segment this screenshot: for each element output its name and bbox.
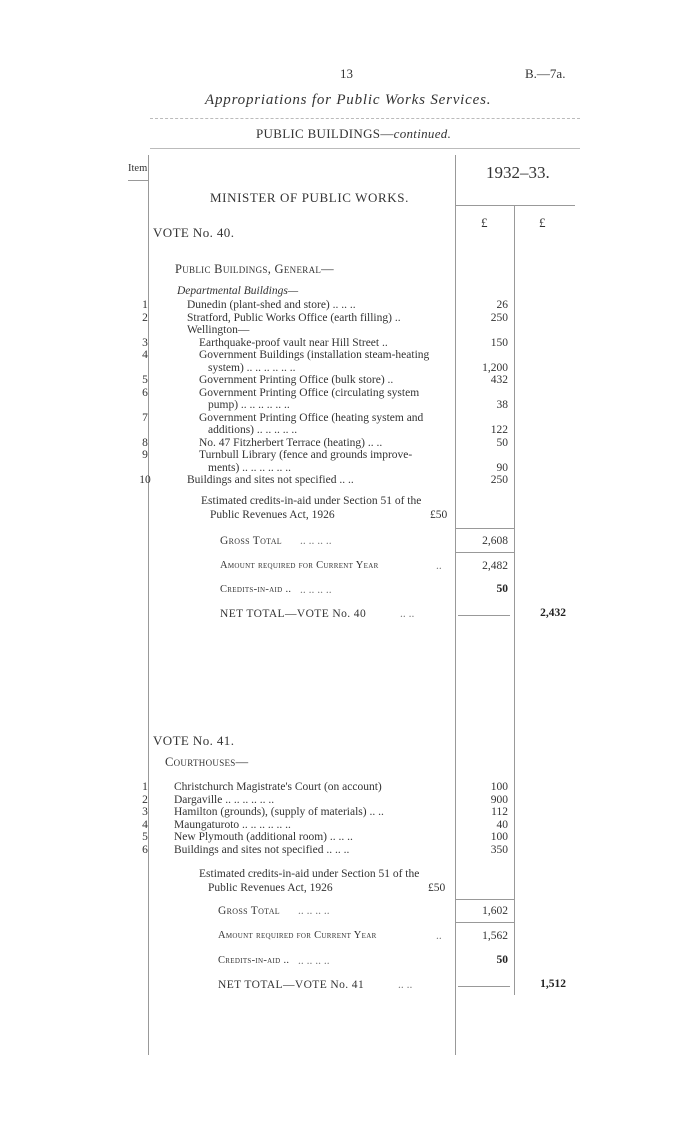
line-item-description: Hamilton (grounds), (supply of materials) .. .. (174, 806, 384, 818)
line-item-description: Government Buildings (installation steam-heating (199, 349, 430, 361)
line-item-number: 1 (142, 299, 148, 311)
vote-41-label: VOTE No. 41. (153, 733, 235, 748)
vote-40-gross-value: 2,608 (482, 535, 508, 547)
vote-41-amount-label: Amount required for Current Year (218, 930, 377, 941)
ministry-heading: MINISTER OF PUBLIC WORKS. (210, 190, 409, 205)
line-item-description: Buildings and sites not specified .. .. .. (174, 843, 350, 856)
vote-41-credits-label: Credits-in-aid .. (218, 955, 290, 966)
line-item-number: 5 (142, 831, 148, 843)
line-item-number: 9 (142, 449, 148, 461)
vote-41-gross-leader: .. .. .. .. (298, 905, 330, 917)
line-item-amount: 26 (496, 299, 508, 311)
line-item-description: system) .. .. .. .. .. .. (208, 361, 296, 374)
line-item-number: 8 (142, 436, 148, 449)
description-column-divider (455, 155, 456, 1055)
vote-41-credits-leader: .. .. .. .. (298, 955, 330, 967)
line-item-amount: 122 (490, 424, 508, 436)
vote-41-net-value: 1,512 (540, 978, 566, 990)
section-heading (256, 126, 451, 142)
amount-column-divider (514, 205, 515, 995)
line-item-amount: 250 (490, 474, 508, 486)
vote-40-credits-label: Credits-in-aid .. (220, 584, 292, 595)
vote-41-credits-value: 50 (496, 954, 508, 966)
vote-41-net-label: NET TOTAL—VOTE No. 41 (218, 979, 365, 991)
vote-41-net-leader: .. .. (398, 979, 413, 991)
pound-sign-column-1: £ (481, 215, 488, 230)
line-item-amount: 50 (496, 436, 508, 449)
line-item-description: Christchurch Magistrate's Court (on account) (174, 781, 382, 793)
vote-40-heading: Public Buildings, General— (175, 262, 334, 276)
line-item-description: New Plymouth (additional room) .. .. .. (174, 831, 353, 843)
vote-41-net-rule (458, 986, 510, 987)
line-item-number: 2 (142, 311, 148, 324)
year-underline (455, 205, 575, 206)
vote-41-amount-leader: .. (436, 930, 442, 942)
vote-40-gross-rule (455, 528, 514, 529)
line-item-description: Government Printing Office (bulk store) .. (199, 374, 394, 386)
line-item-number: 6 (142, 843, 148, 856)
line-item-number: 7 (142, 411, 148, 424)
line-item-amount: 900 (490, 793, 508, 806)
line-item-number: 3 (142, 806, 148, 818)
section-heading-suffix: continued. (393, 126, 452, 141)
line-item-amount: 40 (496, 818, 508, 831)
vote-40-net-value: 2,432 (540, 607, 566, 619)
line-item-number: 1 (142, 781, 148, 793)
line-item-description: Earthquake-proof vault near Hill Street .. (199, 336, 388, 349)
vote-40-subheading: Departmental Buildings— (177, 285, 299, 297)
vote-40-amount-leader: .. (436, 560, 442, 572)
line-item-number: 2 (142, 793, 148, 806)
line-item-description: Government Printing Office (heating system and (199, 411, 424, 424)
line-item-amount: 100 (490, 781, 508, 793)
item-column-divider (148, 155, 149, 1055)
vote-40-credits-leader: .. .. .. .. (300, 584, 332, 596)
document-reference: B.—7a. (525, 66, 566, 81)
vote-41-heading: Courthouses— (165, 755, 249, 769)
financial-year: 1932–33. (486, 163, 550, 182)
line-item-amount: 38 (496, 399, 508, 411)
vote-41-gross-rule (455, 899, 514, 900)
vote-40-credits-value: 50 (496, 583, 508, 595)
vote-40-gross-leader: .. .. .. .. (300, 535, 332, 547)
line-item-amount: 90 (496, 461, 508, 474)
line-item-description: Wellington— (187, 324, 250, 336)
line-item-amount: 250 (490, 311, 508, 324)
line-item-description: Government Printing Office (circulating system (199, 386, 420, 399)
line-item-description: ments) .. .. .. .. .. .. (208, 461, 292, 474)
vote-40-net-leader: .. .. (400, 608, 415, 620)
line-item-number: 6 (142, 386, 148, 399)
vote-40-amount-rule (455, 552, 514, 553)
line-item-number: 5 (142, 374, 148, 386)
vote-41-amount-value: 1,562 (482, 930, 508, 942)
line-item-amount: 432 (490, 374, 508, 386)
line-item-number: 3 (142, 336, 148, 349)
line-item-description: additions) .. .. .. .. .. (208, 424, 298, 436)
vote-41-credits-note-line2: Public Revenues Act, 1926 (208, 882, 333, 894)
line-item-description: Dunedin (plant-shed and store) .. .. .. (187, 299, 356, 311)
page-title: Appropriations for Public Works Services. (205, 92, 492, 108)
line-item-amount: 1,200 (482, 361, 508, 374)
vote-40-net-label: NET TOTAL—VOTE No. 40 (220, 608, 367, 620)
header-rule (150, 148, 580, 149)
vote-41-gross-label: Gross Total (218, 905, 280, 917)
line-item-amount: 150 (490, 336, 508, 349)
line-item-description: Maungaturoto .. .. .. .. .. .. (174, 818, 291, 831)
line-item-number: 4 (142, 349, 148, 361)
line-item-description: Stratford, Public Works Office (earth filling) .. (187, 311, 401, 324)
line-item-amount: 100 (490, 831, 508, 843)
item-header-underline (128, 180, 148, 181)
line-item-amount: 112 (491, 806, 508, 818)
vote-40-credits-note-amount: £50 (430, 509, 448, 521)
vote-40-label: VOTE No. 40. (153, 225, 235, 240)
vote-41-gross-value: 1,602 (482, 905, 508, 917)
vote-40-amount-label: Amount required for Current Year (220, 560, 379, 571)
pound-sign-column-2: £ (539, 215, 546, 230)
vote-40-credits-note-line2: Public Revenues Act, 1926 (210, 509, 335, 521)
vote-40-net-rule (458, 615, 510, 616)
line-item-description: No. 47 Fitzherbert Terrace (heating) .. .. (199, 436, 383, 449)
line-item-description: Dargaville .. .. .. .. .. .. (174, 793, 275, 806)
line-item-number: 4 (142, 818, 148, 831)
line-item-amount: 350 (490, 843, 508, 856)
line-item-description: pump) .. .. .. .. .. .. (208, 399, 290, 411)
item-column-header: Item (128, 163, 148, 174)
vote-40-credits-note-line1: Estimated credits-in-aid under Section 51 of the (201, 495, 422, 507)
line-item-description: Buildings and sites not specified .. .. (187, 474, 354, 486)
vote-41-amount-rule (455, 922, 514, 923)
vote-40-amount-value: 2,482 (482, 560, 508, 572)
line-item-number: 10 (139, 474, 151, 486)
section-heading-prefix: PUBLIC BUILDINGS— (256, 126, 394, 141)
page-number: 13 (340, 66, 353, 81)
vote-41-credits-note-amount: £50 (428, 882, 446, 894)
vote-41-credits-note-line1: Estimated credits-in-aid under Section 51 of the (199, 868, 420, 880)
line-item-description: Turnbull Library (fence and grounds improve- (199, 449, 413, 461)
vote-40-gross-label: Gross Total (220, 535, 282, 547)
title-rule (150, 118, 580, 119)
